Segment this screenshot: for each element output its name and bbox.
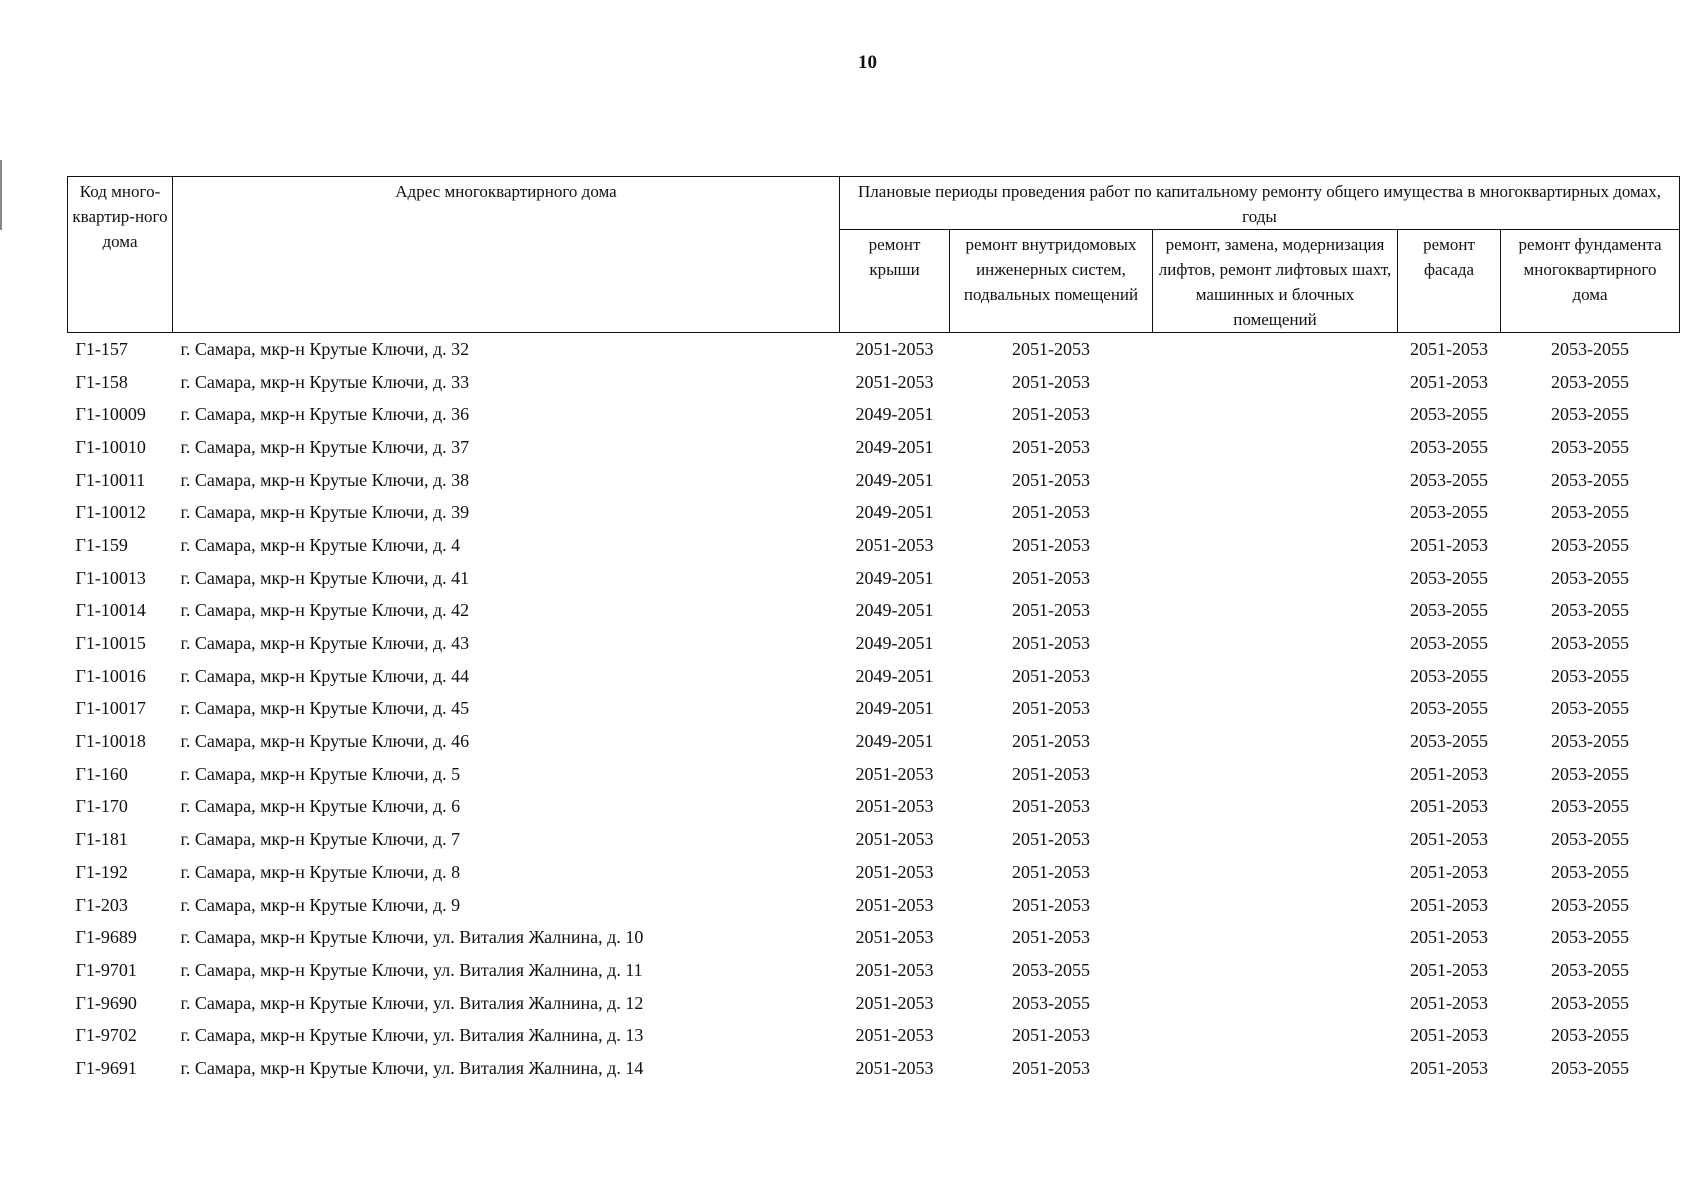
engineering-period: 2051-2053	[1012, 1057, 1090, 1078]
lifts-period	[1153, 1052, 1398, 1085]
engineering-period: 2051-2053	[1012, 861, 1090, 882]
engineering-period: 2051-2053	[1012, 436, 1090, 457]
header-periods: Плановые периоды проведения работ по капитальному ремонту общего имущества в многоквартирных домах, годы	[840, 177, 1680, 230]
lifts-period	[1153, 529, 1398, 562]
facade-period: 2053-2055	[1410, 600, 1488, 621]
foundation-period: 2053-2055	[1551, 502, 1629, 523]
lifts-period	[1153, 366, 1398, 399]
engineering-period: 2051-2053	[1012, 469, 1090, 490]
lifts-period	[1153, 954, 1398, 987]
house-code: Г1-9690	[75, 992, 137, 1013]
foundation-period: 2053-2055	[1551, 763, 1629, 784]
facade-period: 2051-2053	[1410, 894, 1488, 915]
roof-period: 2049-2051	[855, 404, 934, 425]
facade-period: 2053-2055	[1410, 665, 1488, 686]
table-row	[68, 431, 1680, 464]
table-row	[68, 889, 1680, 922]
house-code: Г1-160	[75, 763, 128, 784]
table-row	[68, 725, 1680, 758]
facade-period: 2051-2053	[1410, 861, 1488, 882]
table-row	[68, 954, 1680, 987]
engineering-period: 2051-2053	[1012, 633, 1090, 654]
house-code: Г1-181	[75, 829, 128, 850]
house-code: Г1-10018	[75, 731, 146, 752]
house-address: г. Самара, мкр-н Крутые Ключи, д. 43	[180, 633, 470, 654]
facade-period: 2053-2055	[1410, 469, 1488, 490]
table-row	[68, 333, 1680, 366]
house-code: Г1-10012	[75, 502, 146, 523]
roof-period: 2051-2053	[855, 861, 934, 882]
house-address: г. Самара, мкр-н Крутые Ключи, ул. Виталия Жалнина, д. 13	[180, 1025, 644, 1046]
lifts-period	[1153, 889, 1398, 922]
foundation-period: 2053-2055	[1551, 1025, 1629, 1046]
foundation-period: 2053-2055	[1551, 1057, 1629, 1078]
lifts-period	[1153, 595, 1398, 628]
lifts-period	[1153, 496, 1398, 529]
house-address: г. Самара, мкр-н Крутые Ключи, ул. Виталия Жалнина, д. 14	[180, 1057, 644, 1078]
engineering-period: 2051-2053	[1012, 1025, 1090, 1046]
house-code: Г1-10014	[75, 600, 146, 621]
page-number: 10	[858, 52, 877, 73]
table-row	[68, 856, 1680, 889]
roof-period: 2051-2053	[855, 927, 934, 948]
house-code: Г1-10013	[75, 567, 146, 588]
engineering-period: 2051-2053	[1012, 665, 1090, 686]
facade-period: 2051-2053	[1410, 1025, 1488, 1046]
engineering-period: 2051-2053	[1012, 534, 1090, 555]
table-row	[68, 758, 1680, 791]
house-code: Г1-10011	[75, 469, 146, 490]
house-code: Г1-192	[75, 861, 128, 882]
table-row	[68, 1052, 1680, 1085]
facade-period: 2051-2053	[1410, 1057, 1488, 1078]
roof-period: 2051-2053	[855, 992, 934, 1013]
lifts-period	[1153, 398, 1398, 431]
lifts-period	[1153, 987, 1398, 1020]
foundation-period: 2053-2055	[1551, 698, 1629, 719]
facade-period: 2053-2055	[1410, 502, 1488, 523]
facade-period: 2051-2053	[1410, 371, 1488, 392]
facade-period: 2051-2053	[1410, 959, 1488, 980]
header-roof: ремонт крыши	[840, 230, 950, 333]
roof-period: 2049-2051	[855, 600, 934, 621]
house-address: г. Самара, мкр-н Крутые Ключи, д. 39	[180, 502, 470, 523]
engineering-period: 2051-2053	[1012, 731, 1090, 752]
facade-period: 2051-2053	[1410, 829, 1488, 850]
foundation-period: 2053-2055	[1551, 436, 1629, 457]
page-edge-mark	[0, 160, 2, 230]
header-address: Адрес многоквартирного дома	[173, 177, 840, 333]
foundation-period: 2053-2055	[1551, 469, 1629, 490]
lifts-period	[1153, 1019, 1398, 1052]
header-engineering: ремонт внутридомовых инженерных систем, подвальных помещений	[950, 230, 1153, 333]
engineering-period: 2051-2053	[1012, 829, 1090, 850]
house-address: г. Самара, мкр-н Крутые Ключи, ул. Виталия Жалнина, д. 10	[180, 927, 644, 948]
lifts-period	[1153, 562, 1398, 595]
facade-period: 2053-2055	[1410, 436, 1488, 457]
roof-period: 2051-2053	[855, 796, 934, 817]
table-row	[68, 529, 1680, 562]
house-code: Г1-10015	[75, 633, 146, 654]
foundation-period: 2053-2055	[1551, 927, 1629, 948]
facade-period: 2053-2055	[1410, 404, 1488, 425]
foundation-period: 2053-2055	[1551, 796, 1629, 817]
house-address: г. Самара, мкр-н Крутые Ключи, д. 44	[180, 665, 470, 686]
table-body	[68, 333, 1680, 1085]
house-code: Г1-9691	[75, 1057, 137, 1078]
table-row	[68, 987, 1680, 1020]
house-address: г. Самара, мкр-н Крутые Ключи, д. 5	[180, 763, 461, 784]
table-row	[68, 1019, 1680, 1052]
lifts-period	[1153, 758, 1398, 791]
foundation-period: 2053-2055	[1551, 829, 1629, 850]
roof-period: 2049-2051	[855, 665, 934, 686]
table-row	[68, 562, 1680, 595]
house-code: Г1-10017	[75, 698, 146, 719]
house-address: г. Самара, мкр-н Крутые Ключи, д. 45	[180, 698, 470, 719]
lifts-period	[1153, 627, 1398, 660]
lifts-period	[1153, 431, 1398, 464]
house-code: Г1-9701	[75, 959, 137, 980]
foundation-period: 2053-2055	[1551, 338, 1629, 359]
lifts-period	[1153, 693, 1398, 726]
house-address: г. Самара, мкр-н Крутые Ключи, д. 42	[180, 600, 470, 621]
house-address: г. Самара, мкр-н Крутые Ключи, д. 38	[180, 469, 470, 490]
roof-period: 2049-2051	[855, 633, 934, 654]
table-row	[68, 595, 1680, 628]
house-code: Г1-10016	[75, 665, 146, 686]
house-code: Г1-9689	[75, 927, 137, 948]
foundation-period: 2053-2055	[1551, 731, 1629, 752]
roof-period: 2049-2051	[855, 698, 934, 719]
house-code: Г1-10010	[75, 436, 146, 457]
table-row	[68, 791, 1680, 824]
house-address: г. Самара, мкр-н Крутые Ключи, д. 9	[180, 894, 461, 915]
foundation-period: 2053-2055	[1551, 404, 1629, 425]
foundation-period: 2053-2055	[1551, 633, 1629, 654]
house-address: г. Самара, мкр-н Крутые Ключи, д. 41	[180, 567, 470, 588]
roof-period: 2049-2051	[855, 469, 934, 490]
house-code: Г1-158	[75, 371, 128, 392]
lifts-period	[1153, 660, 1398, 693]
table-row	[68, 464, 1680, 497]
foundation-period: 2053-2055	[1551, 992, 1629, 1013]
header-facade: ремонт фасада	[1398, 230, 1501, 333]
facade-period: 2051-2053	[1410, 534, 1488, 555]
lifts-period	[1153, 856, 1398, 889]
house-address: г. Самара, мкр-н Крутые Ключи, д. 37	[180, 436, 470, 457]
house-address: г. Самара, мкр-н Крутые Ключи, ул. Виталия Жалнина, д. 11	[180, 959, 643, 980]
header-code: Код много-квартир-ного дома	[68, 177, 173, 333]
house-address: г. Самара, мкр-н Крутые Ключи, ул. Виталия Жалнина, д. 12	[180, 992, 644, 1013]
roof-period: 2049-2051	[855, 567, 934, 588]
facade-period: 2051-2053	[1410, 763, 1488, 784]
lifts-period	[1153, 791, 1398, 824]
table-row	[68, 823, 1680, 856]
foundation-period: 2053-2055	[1551, 665, 1629, 686]
engineering-period: 2053-2055	[1012, 959, 1090, 980]
roof-period: 2051-2053	[855, 1025, 934, 1046]
table-row	[68, 627, 1680, 660]
roof-period: 2051-2053	[855, 959, 934, 980]
facade-period: 2053-2055	[1410, 567, 1488, 588]
roof-period: 2049-2051	[855, 436, 934, 457]
house-code: Г1-170	[75, 796, 128, 817]
roof-period: 2049-2051	[855, 731, 934, 752]
lifts-period	[1153, 725, 1398, 758]
engineering-period: 2051-2053	[1012, 698, 1090, 719]
lifts-period	[1153, 823, 1398, 856]
roof-period: 2051-2053	[855, 763, 934, 784]
engineering-period: 2051-2053	[1012, 567, 1090, 588]
capital-repair-plan-table	[67, 176, 1680, 1085]
house-code: Г1-203	[75, 894, 128, 915]
table-row	[68, 921, 1680, 954]
header-lifts: ремонт, замена, модернизация лифтов, ремонт лифтовых шахт, машинных и блочных помещений	[1153, 230, 1398, 333]
foundation-period: 2053-2055	[1551, 894, 1629, 915]
house-code: Г1-10009	[75, 404, 146, 425]
house-address: г. Самара, мкр-н Крутые Ключи, д. 6	[180, 796, 461, 817]
house-address: г. Самара, мкр-н Крутые Ключи, д. 7	[180, 829, 461, 850]
engineering-period: 2051-2053	[1012, 338, 1090, 359]
table-row	[68, 660, 1680, 693]
facade-period: 2053-2055	[1410, 731, 1488, 752]
house-address: г. Самара, мкр-н Крутые Ключи, д. 32	[180, 338, 470, 359]
table-header	[68, 177, 1680, 333]
facade-period: 2051-2053	[1410, 927, 1488, 948]
roof-period: 2051-2053	[855, 829, 934, 850]
lifts-period	[1153, 464, 1398, 497]
roof-period: 2051-2053	[855, 371, 934, 392]
table-row	[68, 398, 1680, 431]
engineering-period: 2053-2055	[1012, 992, 1090, 1013]
facade-period: 2051-2053	[1410, 338, 1488, 359]
house-code: Г1-9702	[75, 1025, 137, 1046]
engineering-period: 2051-2053	[1012, 502, 1090, 523]
roof-period: 2051-2053	[855, 338, 934, 359]
engineering-period: 2051-2053	[1012, 404, 1090, 425]
house-address: г. Самара, мкр-н Крутые Ключи, д. 36	[180, 404, 470, 425]
engineering-period: 2051-2053	[1012, 763, 1090, 784]
facade-period: 2053-2055	[1410, 633, 1488, 654]
roof-period: 2051-2053	[855, 534, 934, 555]
foundation-period: 2053-2055	[1551, 371, 1629, 392]
foundation-period: 2053-2055	[1551, 861, 1629, 882]
house-address: г. Самара, мкр-н Крутые Ключи, д. 33	[180, 371, 470, 392]
engineering-period: 2051-2053	[1012, 927, 1090, 948]
house-address: г. Самара, мкр-н Крутые Ключи, д. 46	[180, 731, 470, 752]
roof-period: 2049-2051	[855, 502, 934, 523]
roof-period: 2051-2053	[855, 1057, 934, 1078]
lifts-period	[1153, 921, 1398, 954]
facade-period: 2051-2053	[1410, 992, 1488, 1013]
table-row	[68, 496, 1680, 529]
table-row	[68, 693, 1680, 726]
roof-period: 2051-2053	[855, 894, 934, 915]
facade-period: 2051-2053	[1410, 796, 1488, 817]
engineering-period: 2051-2053	[1012, 371, 1090, 392]
header-foundation: ремонт фундамента многоквартирного дома	[1501, 230, 1680, 333]
engineering-period: 2051-2053	[1012, 796, 1090, 817]
engineering-period: 2051-2053	[1012, 894, 1090, 915]
foundation-period: 2053-2055	[1551, 959, 1629, 980]
table-row	[68, 366, 1680, 399]
house-address: г. Самара, мкр-н Крутые Ключи, д. 8	[180, 861, 461, 882]
house-code: Г1-157	[75, 338, 128, 359]
engineering-period: 2051-2053	[1012, 600, 1090, 621]
lifts-period	[1153, 333, 1398, 366]
foundation-period: 2053-2055	[1551, 600, 1629, 621]
facade-period: 2053-2055	[1410, 698, 1488, 719]
foundation-period: 2053-2055	[1551, 534, 1629, 555]
foundation-period: 2053-2055	[1551, 567, 1629, 588]
house-code: Г1-159	[75, 534, 128, 555]
house-address: г. Самара, мкр-н Крутые Ключи, д. 4	[180, 534, 461, 555]
